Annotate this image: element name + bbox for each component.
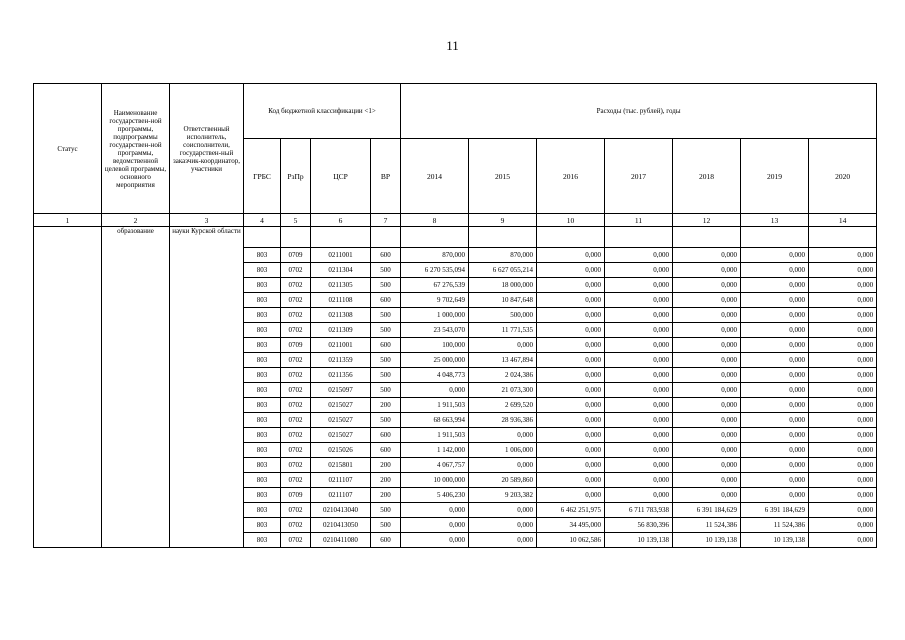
- amount-cell: 0,000: [673, 353, 741, 368]
- amount-cell: 0,000: [741, 383, 809, 398]
- amount-cell: 1 911,503: [401, 428, 469, 443]
- csr-cell: 0211107: [311, 488, 371, 503]
- budget-table: [33, 83, 877, 548]
- amount-cell: 34 495,000: [537, 518, 605, 533]
- amount-cell: 0,000: [741, 323, 809, 338]
- amount-cell: 0,000: [741, 338, 809, 353]
- csr-cell: 0215027: [311, 413, 371, 428]
- amount-cell: 0,000: [401, 503, 469, 518]
- program-name-cell: образование: [102, 227, 170, 548]
- column-number: 6: [311, 214, 371, 227]
- column-number: 8: [401, 214, 469, 227]
- grbs-cell: 803: [244, 533, 281, 548]
- amount-cell: 56 830,396: [605, 518, 673, 533]
- amount-cell: 0,000: [605, 338, 673, 353]
- csr-cell: 0211356: [311, 368, 371, 383]
- column-number: 4: [244, 214, 281, 227]
- vr-cell: 500: [371, 383, 401, 398]
- header-year: 2016: [537, 139, 605, 214]
- amount-cell: 0,000: [809, 458, 877, 473]
- amount-cell: 0,000: [741, 473, 809, 488]
- grbs-cell: 803: [244, 503, 281, 518]
- amount-cell: 1 000,000: [401, 308, 469, 323]
- empty-cell: [673, 227, 741, 248]
- amount-cell: 0,000: [809, 488, 877, 503]
- amount-cell: 0,000: [809, 428, 877, 443]
- amount-cell: 0,000: [741, 443, 809, 458]
- amount-cell: 0,000: [605, 458, 673, 473]
- amount-cell: 0,000: [809, 443, 877, 458]
- column-number-row: [34, 214, 877, 227]
- amount-cell: 20 589,860: [469, 473, 537, 488]
- vr-cell: 600: [371, 428, 401, 443]
- amount-cell: 0,000: [673, 458, 741, 473]
- amount-cell: 0,000: [469, 518, 537, 533]
- rzpr-cell: 0709: [281, 488, 311, 503]
- rzpr-cell: 0702: [281, 473, 311, 488]
- amount-cell: 870,000: [401, 248, 469, 263]
- amount-cell: 0,000: [605, 248, 673, 263]
- grbs-cell: 803: [244, 278, 281, 293]
- amount-cell: 0,000: [469, 428, 537, 443]
- amount-cell: 2 024,386: [469, 368, 537, 383]
- amount-cell: 0,000: [809, 398, 877, 413]
- amount-cell: 0,000: [741, 248, 809, 263]
- rzpr-cell: 0702: [281, 503, 311, 518]
- vr-cell: 500: [371, 368, 401, 383]
- rzpr-cell: 0709: [281, 338, 311, 353]
- amount-cell: 13 467,894: [469, 353, 537, 368]
- vr-cell: 200: [371, 473, 401, 488]
- amount-cell: 0,000: [537, 413, 605, 428]
- amount-cell: 0,000: [809, 338, 877, 353]
- rzpr-cell: 0702: [281, 353, 311, 368]
- amount-cell: 0,000: [469, 503, 537, 518]
- amount-cell: 0,000: [809, 293, 877, 308]
- amount-cell: 0,000: [537, 428, 605, 443]
- column-number: 2: [102, 214, 170, 227]
- csr-cell: 0215801: [311, 458, 371, 473]
- amount-cell: 0,000: [809, 368, 877, 383]
- header-csr: ЦСР: [311, 139, 371, 214]
- column-number: 1: [34, 214, 102, 227]
- header-row-1: [34, 84, 877, 139]
- amount-cell: 0,000: [605, 383, 673, 398]
- amount-cell: 10 139,138: [605, 533, 673, 548]
- amount-cell: 0,000: [605, 263, 673, 278]
- csr-cell: 0211108: [311, 293, 371, 308]
- csr-cell: 0210411080: [311, 533, 371, 548]
- amount-cell: 10 139,138: [741, 533, 809, 548]
- amount-cell: 5 406,230: [401, 488, 469, 503]
- amount-cell: 0,000: [537, 248, 605, 263]
- status-cell: [34, 227, 102, 548]
- amount-cell: 6 391 184,629: [673, 503, 741, 518]
- vr-cell: 600: [371, 443, 401, 458]
- amount-cell: 0,000: [673, 473, 741, 488]
- amount-cell: 0,000: [673, 293, 741, 308]
- amount-cell: 6 391 184,629: [741, 503, 809, 518]
- rzpr-cell: 0702: [281, 518, 311, 533]
- amount-cell: 0,000: [537, 443, 605, 458]
- amount-cell: 0,000: [809, 518, 877, 533]
- vr-cell: 500: [371, 413, 401, 428]
- rzpr-cell: 0702: [281, 323, 311, 338]
- amount-cell: 0,000: [605, 488, 673, 503]
- amount-cell: 0,000: [741, 368, 809, 383]
- grbs-cell: 803: [244, 383, 281, 398]
- amount-cell: 0,000: [605, 428, 673, 443]
- csr-cell: 0215097: [311, 383, 371, 398]
- amount-cell: 0,000: [741, 293, 809, 308]
- rzpr-cell: 0709: [281, 248, 311, 263]
- amount-cell: 10 139,138: [673, 533, 741, 548]
- amount-cell: 0,000: [673, 338, 741, 353]
- amount-cell: 0,000: [809, 503, 877, 518]
- csr-cell: 0210413040: [311, 503, 371, 518]
- header-year: 2019: [741, 139, 809, 214]
- header-rzpr: РзПр: [281, 139, 311, 214]
- grbs-cell: 803: [244, 488, 281, 503]
- vr-cell: 500: [371, 263, 401, 278]
- amount-cell: 0,000: [401, 383, 469, 398]
- amount-cell: 0,000: [673, 428, 741, 443]
- column-number: 9: [469, 214, 537, 227]
- responsible-cell: науки Курской области: [170, 227, 244, 548]
- empty-cell: [401, 227, 469, 248]
- rzpr-cell: 0702: [281, 293, 311, 308]
- amount-cell: 0,000: [673, 323, 741, 338]
- csr-cell: 0215027: [311, 428, 371, 443]
- grbs-cell: 803: [244, 518, 281, 533]
- amount-cell: 0,000: [605, 368, 673, 383]
- first-data-row: [34, 227, 877, 248]
- vr-cell: 200: [371, 458, 401, 473]
- amount-cell: 0,000: [605, 278, 673, 293]
- amount-cell: 0,000: [401, 533, 469, 548]
- grbs-cell: 803: [244, 323, 281, 338]
- header-expenses: Расходы (тыс. рублей), годы: [401, 84, 877, 139]
- amount-cell: 0,000: [537, 308, 605, 323]
- amount-cell: 0,000: [741, 488, 809, 503]
- grbs-cell: 803: [244, 338, 281, 353]
- grbs-cell: 803: [244, 368, 281, 383]
- grbs-cell: 803: [244, 443, 281, 458]
- column-number: 11: [605, 214, 673, 227]
- csr-cell: 0211308: [311, 308, 371, 323]
- amount-cell: 6 627 055,214: [469, 263, 537, 278]
- amount-cell: 0,000: [809, 278, 877, 293]
- amount-cell: 0,000: [537, 263, 605, 278]
- csr-cell: 0211359: [311, 353, 371, 368]
- csr-cell: 0211107: [311, 473, 371, 488]
- amount-cell: 0,000: [673, 368, 741, 383]
- vr-cell: 500: [371, 308, 401, 323]
- amount-cell: 68 663,994: [401, 413, 469, 428]
- amount-cell: 1 911,503: [401, 398, 469, 413]
- amount-cell: 0,000: [809, 263, 877, 278]
- amount-cell: 23 543,070: [401, 323, 469, 338]
- empty-cell: [741, 227, 809, 248]
- csr-cell: 0211305: [311, 278, 371, 293]
- amount-cell: 0,000: [673, 398, 741, 413]
- amount-cell: 0,000: [605, 473, 673, 488]
- amount-cell: 0,000: [741, 398, 809, 413]
- empty-cell: [537, 227, 605, 248]
- header-responsible: Ответственный исполнитель, соисполнители, государствен-ный заказчик-координатор, участники: [170, 84, 244, 214]
- amount-cell: 0,000: [537, 398, 605, 413]
- rzpr-cell: 0702: [281, 398, 311, 413]
- amount-cell: 0,000: [537, 473, 605, 488]
- rzpr-cell: 0702: [281, 428, 311, 443]
- csr-cell: 0215027: [311, 398, 371, 413]
- amount-cell: 4 067,757: [401, 458, 469, 473]
- csr-cell: 0215026: [311, 443, 371, 458]
- grbs-cell: 803: [244, 308, 281, 323]
- empty-cell: [371, 227, 401, 248]
- rzpr-cell: 0702: [281, 383, 311, 398]
- amount-cell: 21 073,300: [469, 383, 537, 398]
- amount-cell: 0,000: [537, 323, 605, 338]
- column-number: 7: [371, 214, 401, 227]
- csr-cell: 0211304: [311, 263, 371, 278]
- amount-cell: 0,000: [469, 338, 537, 353]
- rzpr-cell: 0702: [281, 443, 311, 458]
- column-number: 14: [809, 214, 877, 227]
- csr-cell: 0211309: [311, 323, 371, 338]
- grbs-cell: 803: [244, 263, 281, 278]
- amount-cell: 0,000: [605, 398, 673, 413]
- header-year: 2015: [469, 139, 537, 214]
- page-number: 11: [446, 38, 459, 53]
- amount-cell: 0,000: [605, 323, 673, 338]
- vr-cell: 600: [371, 293, 401, 308]
- amount-cell: 0,000: [673, 383, 741, 398]
- amount-cell: 0,000: [809, 308, 877, 323]
- header-year: 2020: [809, 139, 877, 214]
- column-number: 3: [170, 214, 244, 227]
- vr-cell: 500: [371, 518, 401, 533]
- amount-cell: 6 270 535,094: [401, 263, 469, 278]
- amount-cell: 0,000: [605, 353, 673, 368]
- amount-cell: 0,000: [537, 368, 605, 383]
- amount-cell: 0,000: [673, 488, 741, 503]
- amount-cell: 0,000: [537, 353, 605, 368]
- vr-cell: 200: [371, 488, 401, 503]
- amount-cell: 0,000: [605, 413, 673, 428]
- header-status: Статус: [34, 84, 102, 214]
- amount-cell: 0,000: [809, 533, 877, 548]
- amount-cell: 28 936,386: [469, 413, 537, 428]
- vr-cell: 600: [371, 248, 401, 263]
- column-number: 13: [741, 214, 809, 227]
- rzpr-cell: 0702: [281, 413, 311, 428]
- amount-cell: 2 699,520: [469, 398, 537, 413]
- csr-cell: 0211001: [311, 248, 371, 263]
- amount-cell: 4 048,773: [401, 368, 469, 383]
- amount-cell: 0,000: [809, 413, 877, 428]
- amount-cell: 870,000: [469, 248, 537, 263]
- amount-cell: 0,000: [741, 263, 809, 278]
- amount-cell: 1 006,000: [469, 443, 537, 458]
- amount-cell: 0,000: [605, 293, 673, 308]
- amount-cell: 0,000: [605, 308, 673, 323]
- amount-cell: 0,000: [741, 413, 809, 428]
- amount-cell: 6 711 783,938: [605, 503, 673, 518]
- amount-cell: 18 000,000: [469, 278, 537, 293]
- empty-cell: [281, 227, 311, 248]
- amount-cell: 10 000,000: [401, 473, 469, 488]
- grbs-cell: 803: [244, 353, 281, 368]
- amount-cell: 67 276,539: [401, 278, 469, 293]
- amount-cell: 25 000,000: [401, 353, 469, 368]
- vr-cell: 600: [371, 338, 401, 353]
- column-number: 12: [673, 214, 741, 227]
- amount-cell: 500,000: [469, 308, 537, 323]
- header-year: 2014: [401, 139, 469, 214]
- empty-cell: [469, 227, 537, 248]
- amount-cell: 0,000: [673, 308, 741, 323]
- amount-cell: 0,000: [741, 428, 809, 443]
- amount-cell: 0,000: [809, 383, 877, 398]
- amount-cell: 0,000: [605, 443, 673, 458]
- amount-cell: 0,000: [741, 458, 809, 473]
- amount-cell: 0,000: [741, 353, 809, 368]
- amount-cell: 0,000: [401, 518, 469, 533]
- amount-cell: 0,000: [673, 443, 741, 458]
- amount-cell: 9 702,649: [401, 293, 469, 308]
- empty-cell: [311, 227, 371, 248]
- amount-cell: 0,000: [537, 488, 605, 503]
- amount-cell: 0,000: [469, 458, 537, 473]
- vr-cell: 500: [371, 323, 401, 338]
- amount-cell: 0,000: [537, 338, 605, 353]
- header-year: 2018: [673, 139, 741, 214]
- column-number: 10: [537, 214, 605, 227]
- amount-cell: 0,000: [809, 473, 877, 488]
- amount-cell: 10 847,648: [469, 293, 537, 308]
- amount-cell: 0,000: [809, 323, 877, 338]
- vr-cell: 500: [371, 503, 401, 518]
- vr-cell: 600: [371, 533, 401, 548]
- amount-cell: 6 462 251,975: [537, 503, 605, 518]
- rzpr-cell: 0702: [281, 533, 311, 548]
- vr-cell: 200: [371, 398, 401, 413]
- amount-cell: 0,000: [809, 353, 877, 368]
- amount-cell: 0,000: [741, 278, 809, 293]
- grbs-cell: 803: [244, 293, 281, 308]
- amount-cell: 0,000: [673, 278, 741, 293]
- amount-cell: 9 203,382: [469, 488, 537, 503]
- header-year: 2017: [605, 139, 673, 214]
- header-vr: ВР: [371, 139, 401, 214]
- header-budget-code: Код бюджетной классификации <1>: [244, 84, 401, 139]
- grbs-cell: 803: [244, 413, 281, 428]
- amount-cell: 0,000: [673, 263, 741, 278]
- rzpr-cell: 0702: [281, 458, 311, 473]
- empty-cell: [809, 227, 877, 248]
- grbs-cell: 803: [244, 473, 281, 488]
- amount-cell: 0,000: [673, 248, 741, 263]
- grbs-cell: 803: [244, 428, 281, 443]
- grbs-cell: 803: [244, 248, 281, 263]
- amount-cell: 0,000: [673, 413, 741, 428]
- amount-cell: 11 524,386: [741, 518, 809, 533]
- header-grbs: ГРБС: [244, 139, 281, 214]
- amount-cell: 11 771,535: [469, 323, 537, 338]
- amount-cell: 0,000: [741, 308, 809, 323]
- grbs-cell: 803: [244, 398, 281, 413]
- header-name: Наименование государствен-ной программы, подпрограммы государствен-ной программы, ведомственной целевой программы, основного мероприятия: [102, 84, 170, 214]
- amount-cell: 10 062,586: [537, 533, 605, 548]
- csr-cell: 0211001: [311, 338, 371, 353]
- column-number: 5: [281, 214, 311, 227]
- amount-cell: 100,000: [401, 338, 469, 353]
- amount-cell: 0,000: [537, 458, 605, 473]
- amount-cell: 0,000: [809, 248, 877, 263]
- vr-cell: 500: [371, 278, 401, 293]
- rzpr-cell: 0702: [281, 278, 311, 293]
- rzpr-cell: 0702: [281, 263, 311, 278]
- csr-cell: 0210413050: [311, 518, 371, 533]
- empty-cell: [605, 227, 673, 248]
- amount-cell: 0,000: [537, 278, 605, 293]
- amount-cell: 0,000: [537, 293, 605, 308]
- amount-cell: 0,000: [469, 533, 537, 548]
- rzpr-cell: 0702: [281, 368, 311, 383]
- grbs-cell: 803: [244, 458, 281, 473]
- amount-cell: 11 524,386: [673, 518, 741, 533]
- amount-cell: 1 142,000: [401, 443, 469, 458]
- amount-cell: 0,000: [537, 383, 605, 398]
- rzpr-cell: 0702: [281, 308, 311, 323]
- empty-cell: [244, 227, 281, 248]
- vr-cell: 500: [371, 353, 401, 368]
